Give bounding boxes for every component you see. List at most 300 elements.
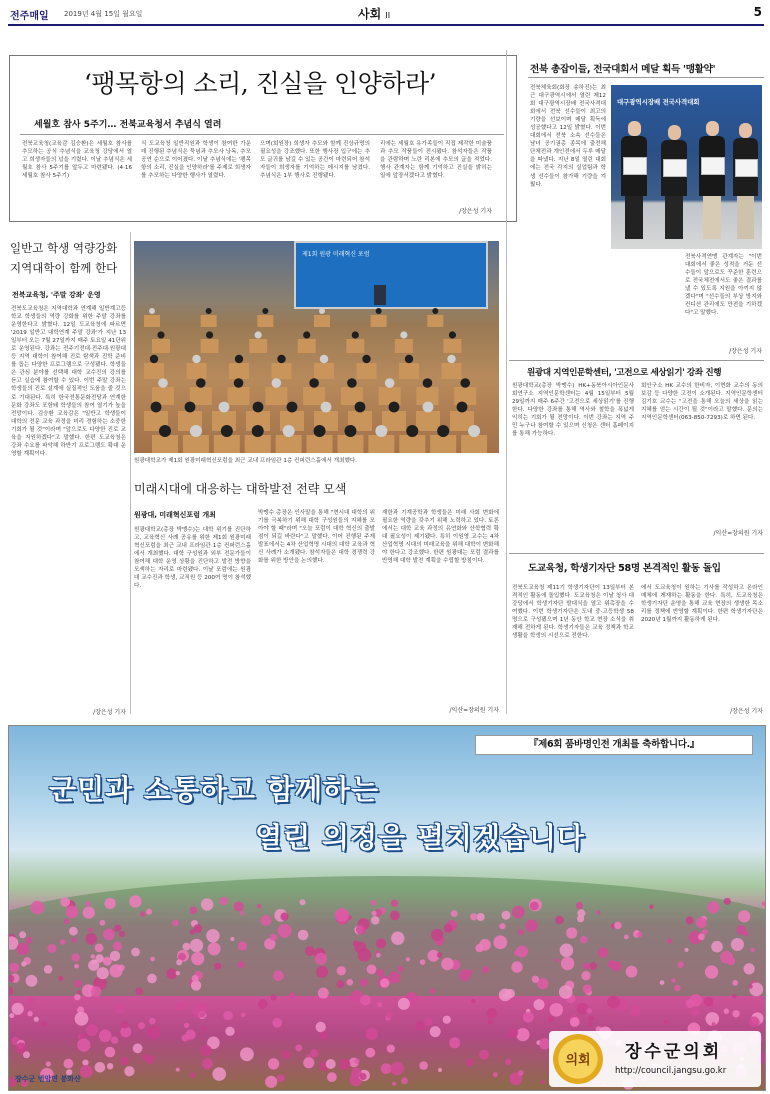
attendee: [447, 355, 455, 363]
attendee: [320, 355, 328, 363]
azalea-blossom: [398, 966, 404, 972]
azalea-blossom: [762, 902, 765, 906]
azalea-blossom: [212, 1067, 226, 1081]
attendee: [157, 331, 164, 338]
azalea-blossom: [201, 898, 213, 910]
azalea-blossom: [280, 913, 288, 921]
azalea-blossom: [121, 1021, 129, 1029]
azalea-blossom: [441, 958, 454, 971]
ad-slogan-line2: 열린 의정을 펼치겠습니다: [255, 821, 586, 854]
azalea-blossom: [219, 897, 228, 906]
forum-col-1: 원광대학교(총장 박맹수)는 대학 위기를 진단하고, 교육혁신 사례 공유를 위한 제1회 원광미래혁신포럼을 최근 교내 프라임관 1층 컨퍼런스홀에서 개최했다. 대학 구성원과 외부 전문가들이 참여해 대학 운영 상황을 진단하고 발전 방향을 모색하는 자리로 마련됐다. 이날 포럼에는 원광대 교수진과 학생, 교직원 등 200여 명이 참석했다.: [134, 527, 251, 590]
rural-headline-line2: 지역대학이 함께 한다: [10, 261, 118, 275]
forum-col-2: 박맹수 총장은 인사말을 통해 "현시대 대학의 위기를 극복하기 위해 대학 구성원들의 지혜를 모아야 할 때"라며 "오늘 포럼이 대학 혁신의 출발점이 되길 바란다"고 말했다. 이어 진행된 주제 발표에서는 4차 산업혁명 시대의 대학 교육과 혁신 사례가 소개됐다. 참석자들은 대학 경쟁력 강화를 위한 방안을 논의했다.: [258, 510, 375, 565]
azalea-blossom: [561, 957, 574, 970]
azalea-blossom: [598, 947, 609, 958]
attendee: [355, 402, 366, 413]
attendee: [283, 425, 295, 437]
masthead-bar: [8, 5, 764, 23]
azalea-blossom: [111, 1036, 118, 1043]
azalea-blossom: [502, 911, 511, 920]
azalea-blossom: [690, 994, 702, 1006]
culture-headline: 원광대 지역인문학센터, '고전으로 세상읽기' 강좌 진행: [527, 368, 722, 378]
azalea-blossom: [64, 918, 70, 924]
azalea-blossom: [74, 980, 82, 988]
azalea-blossom: [387, 1045, 395, 1053]
azalea-blossom: [201, 1045, 212, 1056]
azalea-blossom: [415, 1021, 424, 1030]
azalea-blossom: [75, 1012, 89, 1026]
azalea-blossom: [732, 994, 736, 998]
azalea-blossom: [560, 944, 574, 958]
seat: [395, 339, 413, 353]
azalea-blossom: [583, 962, 590, 969]
column-divider: [506, 50, 507, 714]
azalea-blossom: [731, 938, 744, 951]
azalea-blossom: [191, 952, 204, 965]
azalea-blossom: [74, 964, 79, 969]
azalea-blossom: [166, 968, 177, 979]
attendee: [314, 425, 326, 437]
azalea-blossom: [77, 990, 81, 994]
azalea-blossom: [140, 911, 146, 917]
azalea-blossom: [190, 939, 203, 952]
certificate-icon: [623, 157, 647, 175]
azalea-blossom: [707, 901, 719, 913]
azalea-blossom: [241, 1013, 246, 1018]
azalea-blossom: [686, 916, 694, 924]
azalea-blossom: [97, 967, 109, 979]
medal-body: 전북체육회(회장 송하진)는 최근 대구광역시에서 열린 제12회 대구광역시장배 전국사격대회에서 전북 선수들이 최고의 기량을 선보이며 메달 획득에 성공했다고 12일 밝혔다. 이번 대회에서 전북 소속 선수들은 남녀 공기권총 종목에 출전해 단체전과 개인전에서 두루 메달을 따냈다. 지난 8일 열린 대회에는 전국 각지의 실업팀과 학생 선수들이 참가해 기량을 겨뤘다.: [530, 85, 606, 188]
rural-credit: /장은성 기자: [93, 709, 126, 716]
header-rule: [8, 24, 764, 26]
azalea-blossom: [347, 979, 354, 986]
azalea-blossom: [376, 969, 384, 977]
azalea-blossom: [110, 951, 120, 961]
attendee: [150, 355, 158, 363]
azalea-blossom: [685, 948, 689, 952]
azalea-blossom: [550, 1003, 564, 1017]
azalea-blossom: [135, 987, 143, 995]
attendee: [255, 331, 262, 338]
attendee: [185, 402, 196, 413]
azalea-blossom: [705, 965, 718, 978]
attendee: [362, 355, 370, 363]
azalea-blossom: [28, 997, 35, 1004]
attendee: [389, 402, 400, 413]
azalea-blossom: [9, 963, 19, 973]
seat: [272, 363, 292, 379]
volunteer-top-rule: [509, 553, 764, 554]
rural-body: 전북도교육청은 지역대학과 연계해 일반계고등학교 학생들의 역량 강화를 위한 주말 강좌를 운영한다고 밝혔다. 12일 도교육청에 따르면 '2019 일반고 대학연계 주말 강좌'가 지난 13일부터 오는 7월 27일까지 매주 토요일 41단위로 운영된다. 강좌는 전주기전대·전주대·원광대 등 지역 대학이 참여해 진로 탐색과 진학 준비를 돕는 다양한 프로그램으로 구성됐다. 학생들은 관심 분야를 선택해 대학 교수진의 강의를 듣고 실습에 참여할 수 있다. 이번 주말 강좌는 학생들의 진로 설계에 실질적인 도움을 줄 것으로 기대된다. 특히 한국전통문화전당과 연계한 문화 강좌도 포함돼 학생들의 참여 열기가 높을 전망이다. 김승환 교육감은 "일반고 학생들이 대학의 전문 교육 과정을 미리 경험하는 소중한 기회가 될 것"이라며 "앞으로도 다양한 진로 교육을 지원하겠다"고 말했다. 한편 도교육청은 강좌 수요를 파악해 하반기 프로그램도 확대 운영할 계획이다.: [11, 306, 126, 457]
azalea-blossom: [268, 1058, 279, 1069]
attendee: [375, 425, 387, 437]
azalea-blossom: [587, 1008, 592, 1013]
attendee: [272, 378, 282, 388]
azalea-blossom: [479, 939, 491, 951]
attendee: [319, 308, 325, 314]
attendee: [385, 378, 395, 388]
seal-text: 의회: [565, 1053, 591, 1068]
azalea-blossom: [541, 1080, 545, 1084]
azalea-blossom: [95, 1062, 106, 1073]
lead-sub-rule: [20, 134, 504, 135]
azalea-blossom: [119, 931, 125, 937]
azalea-blossom: [337, 966, 346, 975]
azalea-blossom: [596, 910, 600, 914]
ad-box: [8, 725, 766, 1091]
azalea-blossom: [99, 1030, 112, 1043]
seat: [368, 435, 394, 453]
azalea-blossom: [88, 928, 93, 933]
seat: [201, 315, 217, 327]
azalea-blossom: [27, 1011, 32, 1016]
seat: [454, 387, 476, 405]
azalea-blossom: [738, 910, 750, 922]
azalea-blossom: [724, 1009, 729, 1014]
azalea-blossom: [425, 1018, 433, 1026]
azalea-blossom: [518, 1070, 524, 1076]
azalea-blossom: [505, 1059, 511, 1065]
seat: [303, 387, 325, 405]
azalea-blossom: [69, 927, 78, 936]
azalea-blossom: [47, 944, 56, 953]
azalea-blossom: [273, 970, 284, 981]
seat: [357, 363, 377, 379]
culture-col-1: 원광대학교(총장 박맹수) HK+동북아시아인문사회연구소 지역인문학센터는 4월 15일부터 5월 29일까지 매주 6주간 '고전으로 세상읽기'를 진행한다. 다양한 강좌를 통해 역사와 철학을 폭넓게 익히는 기회가 될 전망이다. 이번 강좌는 지역 주민 누구나 참여할 수 있으며 신청은 센터 홈페이지를 통해 가능하다.: [512, 383, 634, 438]
azalea-blossom: [487, 1008, 498, 1019]
azalea-blossom: [258, 999, 268, 1009]
azalea-blossom: [26, 937, 33, 944]
azalea-blossom: [392, 1082, 396, 1086]
azalea-blossom: [118, 964, 125, 971]
azalea-blossom: [131, 948, 140, 957]
azalea-blossom: [272, 1018, 282, 1028]
seat: [152, 435, 178, 453]
ad-slogan-line1: 군민과 소통하고 함께하는: [49, 773, 380, 806]
azalea-blossom: [471, 999, 476, 1004]
azalea-blossom: [146, 1055, 155, 1064]
azalea-blossom: [437, 952, 443, 958]
section-name: 사회 II: [358, 7, 391, 21]
lead-col-3: 으며(회원장) 희생자 추모와 함께 진상규명의 필요성을 강조했다. 또한 행사장 입구에는 추모 글귀를 남길 수 있는 공간이 마련되어 참석자들이 희생자를 기억하는 메시지를 남겼다. 추념식은 1부 행사로 진행됐다.: [260, 141, 370, 180]
azalea-blossom: [443, 1016, 451, 1024]
azalea-blossom: [138, 1022, 145, 1029]
azalea-blossom: [389, 972, 401, 984]
attendee: [457, 402, 468, 413]
azalea-blossom: [406, 957, 410, 961]
azalea-blossom: [12, 1003, 24, 1015]
seat: [245, 435, 271, 453]
azalea-blossom: [104, 898, 115, 909]
azalea-blossom: [523, 1012, 534, 1023]
azalea-blossom: [391, 900, 398, 907]
azalea-blossom: [303, 1057, 314, 1068]
azalea-blossom: [66, 906, 79, 919]
seat: [379, 387, 401, 405]
azalea-blossom: [240, 911, 245, 916]
azalea-blossom: [499, 923, 505, 929]
azalea-blossom: [175, 1001, 185, 1011]
azalea-blossom: [698, 933, 705, 940]
azalea-blossom: [86, 1024, 98, 1036]
azalea-blossom: [588, 1016, 594, 1022]
azalea-blossom: [376, 953, 381, 958]
attendee: [347, 378, 357, 388]
azalea-blossom: [430, 988, 436, 994]
azalea-blossom: [44, 965, 53, 974]
azalea-blossom: [295, 1045, 302, 1052]
azalea-blossom: [115, 1004, 124, 1013]
athlete-figure: [733, 123, 758, 239]
azalea-blossom: [95, 944, 104, 953]
azalea-blossom: [380, 978, 389, 987]
azalea-blossom: [512, 906, 525, 919]
azalea-blossom: [611, 961, 621, 971]
azalea-blossom: [365, 1048, 375, 1058]
attendee: [219, 402, 230, 413]
forum-subhead: 원광대, 미래혁신포럼 개최: [134, 511, 216, 519]
seat: [187, 363, 207, 379]
azalea-blossom: [265, 1076, 277, 1088]
medal-rule: [528, 77, 764, 78]
seat: [228, 387, 250, 405]
attendee: [437, 425, 449, 437]
seat: [399, 363, 419, 379]
forum-screen: [294, 241, 488, 309]
azalea-blossom: [149, 1018, 156, 1025]
attendee: [423, 402, 434, 413]
seat: [314, 315, 330, 327]
azalea-blossom: [82, 1060, 88, 1066]
azalea-blossom: [449, 1037, 460, 1048]
azalea-blossom: [327, 1072, 337, 1082]
azalea-blossom: [420, 959, 426, 965]
medal-right-col: 전북사격연맹 관계자는 "이번 대회에서 좋은 성적을 거둔 선수들이 앞으로도 꾸준한 훈련으로 전국체전에서도 좋은 결과를 낼 수 있도록 지원을 아끼지 않겠다"며 "선수들의 부상 방지와 컨디션 관리에도 만전을 기하겠다"고 말했다.: [685, 254, 762, 317]
azalea-blossom: [624, 935, 629, 940]
azalea-blossom: [278, 924, 292, 938]
attendee: [192, 355, 200, 363]
culture-top-rule: [509, 360, 764, 361]
attendee: [460, 378, 470, 388]
seat: [430, 435, 456, 453]
page-number: 5: [753, 5, 762, 19]
azalea-blossom: [525, 919, 538, 932]
attendee: [151, 402, 162, 413]
azalea-blossom: [230, 937, 234, 941]
attendee: [262, 308, 268, 314]
azalea-blossom: [17, 943, 30, 956]
azalea-blossom: [355, 1059, 360, 1064]
azalea-blossom: [386, 1012, 392, 1018]
azalea-blossom: [339, 1059, 350, 1070]
ad-url[interactable]: http://council.jangsu.go.kr: [615, 1066, 727, 1076]
forum-credit: /익산=장의원 기자: [449, 707, 499, 714]
seat: [144, 363, 164, 379]
azalea-blossom: [366, 1028, 378, 1040]
attendee: [468, 425, 480, 437]
seat: [190, 387, 212, 405]
azalea-blossom: [206, 929, 219, 942]
seat: [276, 435, 302, 453]
seat: [229, 363, 249, 379]
azalea-blossom: [316, 1022, 326, 1032]
azalea-blossom: [257, 904, 262, 909]
ad-congrats-box: [475, 735, 753, 755]
volunteer-col-2: 에서 도교육청이 원하는 기사를 작성하고 온라인 매체에 게재하는 활동을 한다. 특히, 도교육청은 학생기자단 운영을 통해 교육 현장의 생생한 목소리를 정책에 반영할 계획이다. 한편 학생기자단은 2020년 1월까지 활동하게 된다.: [641, 585, 763, 624]
athlete-figure: [699, 121, 725, 239]
azalea-blossom: [129, 895, 141, 907]
azalea-blossom: [577, 915, 584, 922]
seat: [337, 435, 363, 453]
seat: [249, 339, 267, 353]
azalea-blossom: [732, 1010, 739, 1017]
azalea-blossom: [555, 958, 559, 962]
lead-col-2: 식 도교육청 일반직원과 학생이 참여한 가운데 진행된 추념식은 묵념과 추모사 낭독, 추모 공연 순으로 이어졌다. 이날 추념식에는 '팽목항의 소리, 진실을 인양하라'를 주제로 희생자를 추모하는 다양한 행사가 열렸다.: [141, 141, 251, 180]
azalea-blossom: [677, 962, 683, 968]
lead-col-1: 전북교육청(교육감 김승환)은 세월호 참사를 추모하는 공식 추념식을 교육청 강당에서 열고 희생자들의 넋을 기렸다. 이날 추념식은 세월호 참사 5주기를 앞두고 마련됐다. (4·16 세월호 참사 5주기): [22, 141, 132, 180]
azalea-blossom: [516, 1028, 529, 1041]
azalea-blossom: [310, 1049, 318, 1057]
azalea-blossom: [60, 939, 66, 945]
azalea-blossom: [326, 1059, 336, 1069]
culture-col-2: 회안구소 HK 교수의 한비자, 이현화 교수의 동의보감 등 다양한 고전이 소개된다. 지역인문학센터 김기호 교수는 "고전을 통해 오늘의 세상을 읽는 지혜를 얻는 시간이 될 것"이라고 말했다. 문의는 지역인문학센터(063-850-7293)로 하면 된다.: [641, 383, 763, 422]
azalea-blossom: [479, 1050, 489, 1060]
azalea-blossom: [372, 911, 377, 916]
attendee: [287, 402, 298, 413]
azalea-blossom: [470, 913, 477, 920]
azalea-blossom: [31, 901, 45, 915]
seat: [346, 339, 364, 353]
attendee: [405, 355, 413, 363]
azalea-blossom: [482, 966, 489, 973]
certificate-icon: [735, 159, 758, 177]
attendee: [352, 331, 359, 338]
azalea-blossom: [277, 1074, 285, 1082]
azalea-blossom: [493, 1072, 498, 1077]
azalea-blossom: [691, 1008, 699, 1016]
azalea-blossom: [749, 1016, 759, 1026]
azalea-blossom: [477, 913, 485, 921]
seat: [201, 339, 219, 353]
azalea-blossom: [566, 927, 577, 938]
azalea-blossom: [238, 941, 247, 950]
azalea-blossom: [271, 994, 277, 1000]
azalea-blossom: [305, 946, 315, 956]
attendee: [235, 355, 243, 363]
azalea-blossom: [315, 953, 327, 965]
seat: [144, 315, 160, 327]
column-divider: [130, 232, 131, 714]
azalea-blossom: [371, 900, 377, 906]
azalea-blossom: [86, 933, 98, 945]
azalea-blossom: [124, 1066, 134, 1076]
azalea-blossom: [316, 966, 328, 978]
medal-credit: /장은성 기자: [729, 348, 762, 355]
azalea-blossom: [511, 961, 522, 972]
azalea-blossom: [749, 984, 753, 988]
azalea-blossom: [576, 902, 583, 909]
azalea-blossom: [71, 937, 76, 942]
azalea-blossom: [696, 917, 707, 928]
medal-headline: 전북 총잡이들, 전국대회서 메달 획득 '맹활약': [530, 64, 716, 75]
azalea-blossom: [300, 899, 306, 905]
forum-photo: [134, 241, 499, 453]
azalea-blossom: [318, 988, 329, 999]
azalea-blossom: [516, 946, 528, 958]
azalea-blossom: [133, 1043, 143, 1053]
attendee: [303, 331, 310, 338]
azalea-blossom: [419, 1061, 428, 1070]
azalea-blossom: [223, 1011, 232, 1020]
azalea-blossom: [202, 1004, 209, 1011]
azalea-blossom: [398, 998, 410, 1010]
azalea-blossom: [367, 964, 377, 974]
certificate-icon: [701, 157, 725, 175]
lead-headline: ‘팽목항의 소리, 진실을 인양하라’: [83, 69, 437, 98]
azalea-blossom: [438, 1068, 442, 1072]
azalea-blossom: [577, 1003, 589, 1015]
azalea-blossom: [147, 1026, 160, 1039]
azalea-blossom: [649, 905, 653, 909]
azalea-blossom: [590, 962, 598, 970]
azalea-blossom: [555, 916, 564, 925]
attendee: [196, 378, 206, 388]
azalea-blossom: [335, 908, 349, 922]
azalea-blossom: [614, 922, 622, 930]
rural-headline: [10, 238, 130, 278]
azalea-blossom: [146, 909, 152, 915]
rural-subhead: 전북교육청, '주말 강좌' 운영: [12, 291, 101, 299]
azalea-blossom: [113, 941, 122, 950]
azalea-blossom: [34, 1017, 39, 1022]
azalea-blossom: [667, 938, 672, 943]
azalea-blossom: [85, 901, 91, 907]
attendee: [190, 425, 202, 437]
lead-subheadline: 세월호 참사 5주기… 전북교육청서 추념식 열려: [34, 120, 222, 130]
azalea-blossom: [488, 1019, 494, 1025]
attendee: [423, 378, 433, 388]
attendee: [400, 331, 407, 338]
azalea-blossom: [391, 932, 404, 945]
azalea-blossom: [530, 902, 539, 911]
azalea-blossom: [534, 999, 545, 1010]
azalea-blossom: [240, 1047, 254, 1061]
seat: [183, 435, 209, 453]
azalea-blossom: [559, 985, 573, 999]
attendee: [321, 402, 332, 413]
azalea-blossom: [390, 911, 400, 921]
ad-logo-panel: [549, 1031, 761, 1087]
seat: [298, 339, 316, 353]
azalea-blossom: [607, 996, 620, 1009]
azalea-blossom: [261, 915, 272, 926]
azalea-blossom: [176, 971, 180, 975]
azalea-blossom: [9, 1013, 14, 1018]
attendee: [406, 425, 418, 437]
azalea-blossom: [60, 897, 70, 907]
azalea-blossom: [744, 963, 755, 974]
seat: [257, 315, 273, 327]
azalea-blossom: [674, 985, 680, 991]
ad-org-name: 장수군의회: [625, 1042, 723, 1062]
azalea-blossom: [150, 957, 155, 962]
azalea-blossom: [430, 1026, 441, 1037]
attendee: [277, 355, 285, 363]
seat: [461, 435, 487, 453]
azalea-blossom: [77, 1039, 90, 1052]
lead-credit: /장은성 기자: [459, 208, 492, 215]
